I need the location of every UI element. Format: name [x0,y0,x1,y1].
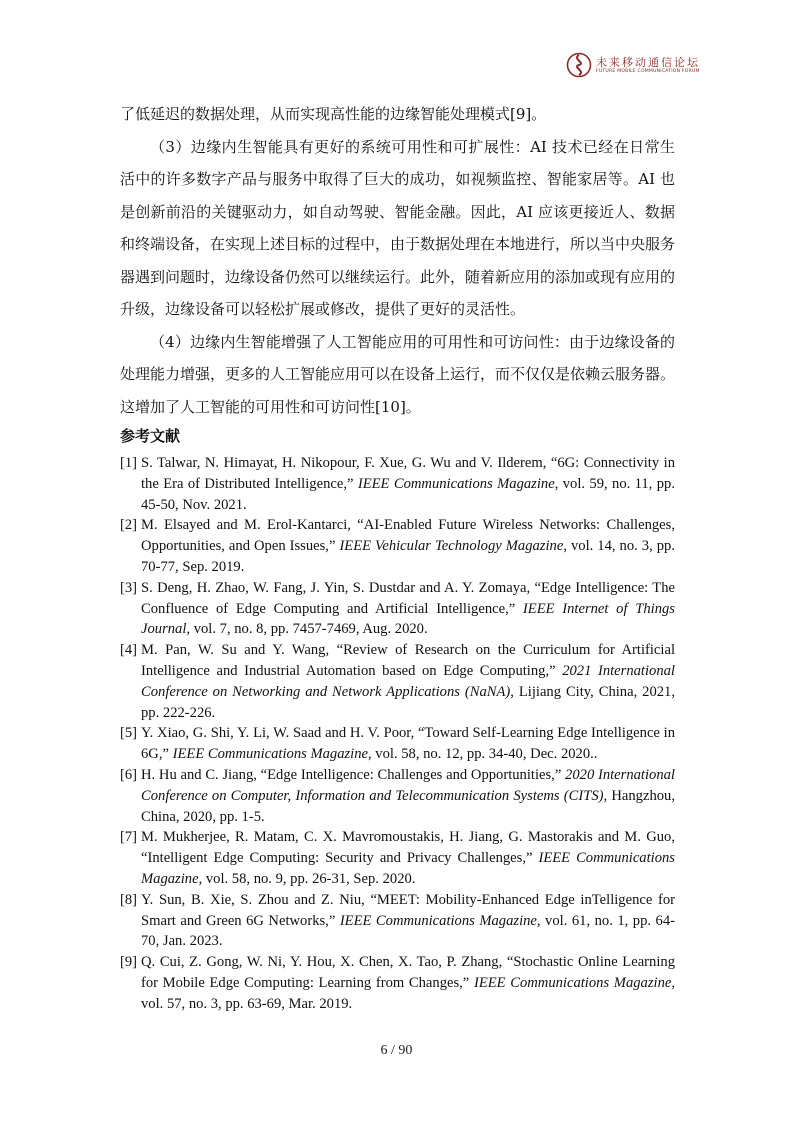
swirl-logo-icon [566,52,592,78]
reference-number: [5] [120,725,138,742]
reference-number: [2] [120,517,138,534]
logo-english-text: FUTURE MOBILE COMMUNICATION FORUM [596,69,700,74]
page-number: 6 / 90 [380,1043,413,1058]
reference-item [120,515,675,577]
reference-details: , Lijiang City, China, 2021, pp. 222-226. [141,683,675,721]
reference-authors-title: M. Pan, W. Su and Y. Wang, “Review of Research on the Curriculum for Artificial Intelligence and Industrial Automation based on Edge Computing,” [141,642,675,679]
reference-number: [9] [120,954,138,971]
references-heading: 参考文献 [120,427,181,445]
paragraph-2: （3）边缘内生智能具有更好的系统可用性和可扩展性：AI 技术已经在日常生活中的许多数字产品与服务中取得了巨大的成功，如视频监控、智能家居等。AI 也是创新前沿的关键驱动力，如自动驾驶、智能金融。因此，AI 应该更接近人、数据和终端设备，在实现上述目标的过程中，由于数据处理在本地进行，所以当中央服务器遇到问题时，边缘设备仍然可以继续运行。此外，随着新应用的添加或现有应用的升级，边缘设备可以轻松扩展或修改，提供了更好的灵活性。 [120,137,676,318]
reference-venue: IEEE Communications Magazine [141,850,675,887]
reference-item [120,453,675,515]
reference-authors-title: Q. Cui, Z. Gong, W. Ni, Y. Hou, X. Chen, X. Tao, P. Zhang, “Stochastic Online Learning for Mobile Edge Computing: Learning from Changes,” [141,954,675,991]
reference-authors-title: H. Hu and C. Jiang, “Edge Intelligence: Challenges and Opportunities,” [141,766,566,783]
reference-details: , vol. 58, no. 9, pp. 26-31, Sep. 2020. [198,870,416,887]
reference-authors-title: S. Deng, H. Zhao, W. Fang, J. Yin, S. Dustdar and A. Y. Zomaya, “Edge Intelligence: The Confluence of Edge Computing and Artificial Intelligence,” [141,579,675,617]
reference-authors-title: S. Talwar, N. Himayat, H. Nikopour, F. Xue, G. Wu and V. Ilderem, “6G: Connectivity in the Era of Distributed Intelligence,” [141,455,675,492]
reference-venue: IEEE Vehicular Technology Magazine [339,538,564,555]
reference-details: , Hangzhou, China, 2020, pp. 1-5. [141,787,675,825]
reference-authors-title: M. Elsayed and M. Erol-Kantarci, “AI-Enabled Future Wireless Networks: Challenges, Opportunities, and Open Issues,” [141,517,675,555]
reference-details: , vol. 59, no. 11, pp. 45-50, Nov. 2021. [141,475,675,513]
reference-venue: 2021 International Conference on Networking and Network Applications (NaNA) [141,662,675,700]
reference-venue: IEEE Communications Magazine [357,475,555,492]
document-body [120,98,675,1015]
reference-venue: IEEE Internet of Things Journal [141,600,675,638]
reference-details: , vol. 58, no. 12, pp. 34-40, Dec. 2020.. [368,746,598,763]
reference-item [120,952,675,1014]
reference-number: [6] [120,766,138,783]
reference-details: , vol. 14, no. 3, pp. 70-77, Sep. 2019. [141,538,675,575]
logo-chinese-text: 未来移动通信论坛 [596,56,700,69]
reference-list [120,453,675,1015]
header-logo [566,52,726,80]
reference-item [120,827,675,889]
reference-venue: IEEE Communications Magazine [473,974,672,991]
reference-details: , vol. 7, no. 8, pp. 7457-7469, Aug. 2020. [186,621,428,638]
reference-number: [4] [120,642,138,659]
reference-number: [1] [120,455,138,471]
paragraph-3: （4）边缘内生智能增强了人工智能应用的可用性和可访问性：由于边缘设备的处理能力增强，更多的人工智能应用可以在设备上运行，而不仅仅是依赖云服务器。这增加了人工智能的可用性和可访问性[10]。 [120,332,676,416]
reference-item [120,640,675,723]
reference-item [120,765,675,827]
reference-venue: 2020 International Conference on Computer, Information and Telecommunication Systems (CITS) [141,766,675,804]
reference-details: , vol. 57, no. 3, pp. 63-69, Mar. 2019. [141,974,676,1012]
reference-venue: IEEE Communications Magazine [339,912,537,929]
reference-venue: IEEE Communications Magazine [172,746,368,763]
reference-authors-title: Y. Xiao, G. Shi, Y. Li, W. Saad and H. V. Poor, “Toward Self-Learning Edge Intelligence in 6G,” [141,725,675,763]
reference-details: , vol. 61, no. 1, pp. 64-70, Jan. 2023. [141,912,676,950]
paragraph-1: 了低延迟的数据处理，从而实现高性能的边缘智能处理模式[9]。 [120,105,547,123]
reference-item [120,890,675,952]
reference-authors-title: M. Mukherjee, R. Matam, C. X. Mavromoustakis, H. Jiang, G. Mastorakis and M. Guo, “Intelligent Edge Computing: Security and Privacy Challenges,” [141,829,675,867]
reference-number: [8] [120,891,138,908]
reference-item [120,723,675,765]
reference-authors-title: Y. Sun, B. Xie, S. Zhou and Z. Niu, “MEET: Mobility-Enhanced Edge inTelligence for Smart and Green 6G Networks,” [141,891,675,929]
reference-item [120,578,675,640]
reference-number: [7] [120,829,138,846]
reference-number: [3] [120,579,138,596]
